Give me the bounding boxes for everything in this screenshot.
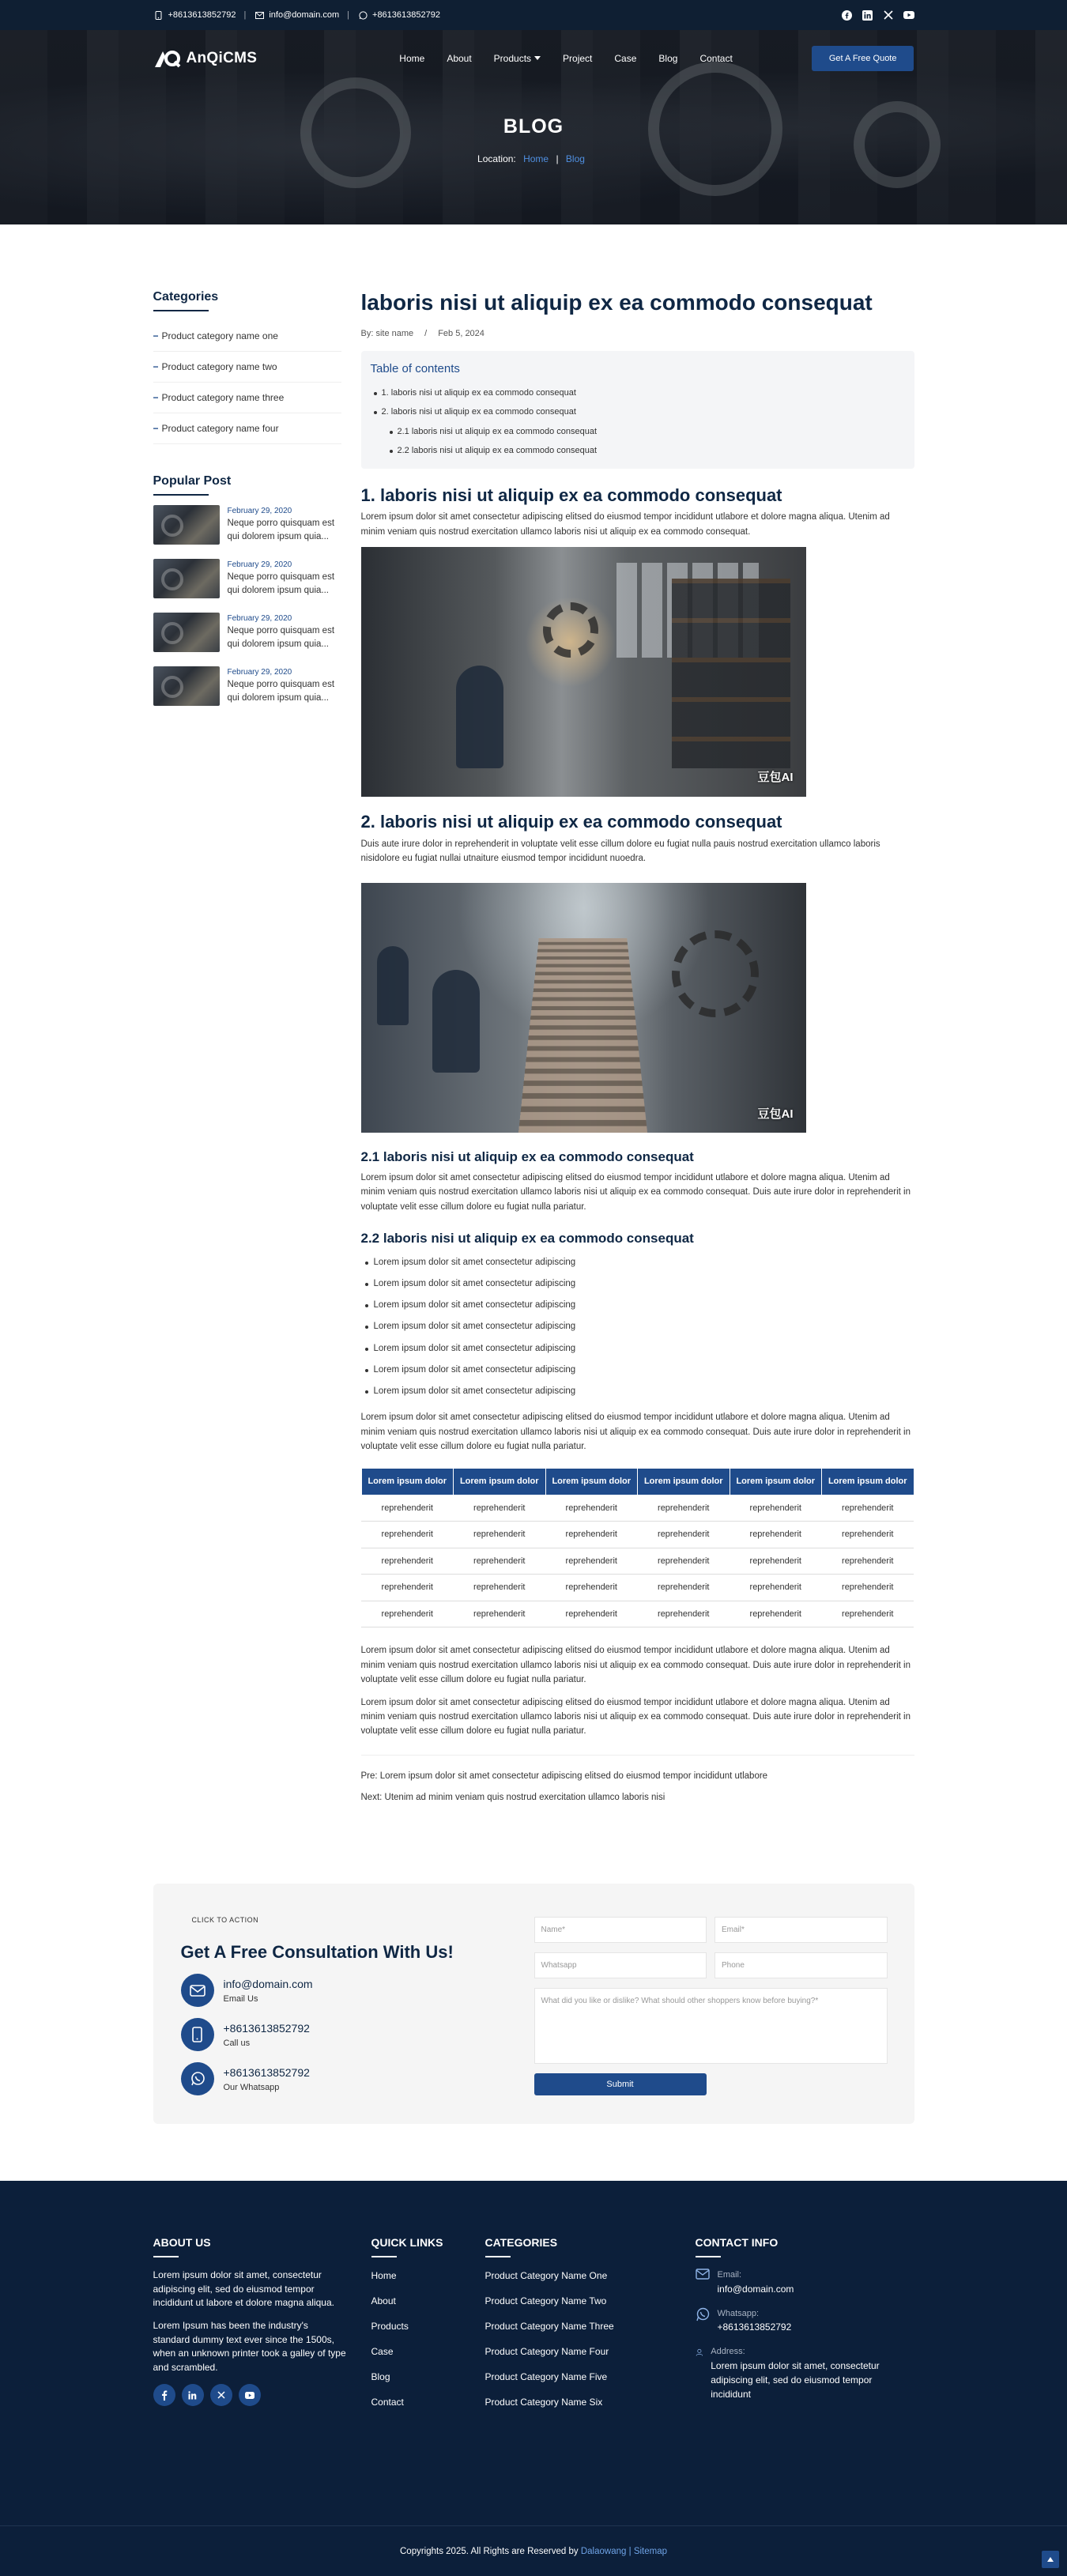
- footer-address-label: Address:: [711, 2347, 745, 2357]
- table-row: [361, 1522, 914, 1548]
- footer-link-case[interactable]: Case: [371, 2346, 394, 2358]
- footer: [0, 2181, 1067, 2576]
- cta-whatsapp-value: +8613613852792: [223, 2065, 310, 2079]
- factory-assembly-line-image: [361, 883, 806, 1133]
- email-input[interactable]: Email*: [714, 1917, 888, 1943]
- copyright-separator: |: [628, 2547, 632, 2557]
- cta-title: Get A Free Consultation With Us!: [180, 1942, 454, 1963]
- category-item[interactable]: [153, 413, 341, 444]
- table-cell: reprehenderit: [730, 1575, 822, 1601]
- category-label: Product category name one: [161, 330, 278, 341]
- breadcrumb: [0, 152, 1067, 166]
- category-label: Product category name two: [161, 361, 277, 372]
- factory-welding-image: [361, 547, 806, 797]
- main-nav: [153, 43, 914, 74]
- submit-button[interactable]: Submit: [534, 2073, 707, 2095]
- toc-item[interactable]: 2.2 laboris nisi ut aliquip ex ea commodo consequat: [371, 441, 905, 461]
- footer-about-title: ABOUT US: [153, 2235, 348, 2257]
- phone-icon: [153, 9, 164, 21]
- company-link[interactable]: Dalaowang: [580, 2547, 627, 2557]
- hero-banner: [0, 30, 1067, 224]
- post-thumbnail[interactable]: [153, 666, 220, 706]
- cta-phone-label: Call us: [223, 2038, 251, 2048]
- list-item: Lorem ipsum dolor sit amet consectetur adipiscing: [361, 1252, 914, 1273]
- table-header-cell: Lorem ipsum dolor: [638, 1469, 730, 1495]
- table-header-cell: Lorem ipsum dolor: [822, 1469, 914, 1495]
- post-thumbnail[interactable]: [153, 613, 220, 652]
- image-shelf-graphic: [672, 579, 790, 768]
- footer-whatsapp-value: +8613613852792: [717, 2321, 792, 2333]
- table-cell: reprehenderit: [545, 1575, 638, 1601]
- whatsapp-icon: [696, 2307, 710, 2321]
- footer-categories: [485, 2235, 696, 2420]
- toc-title: Table of contents: [370, 362, 460, 376]
- paragraph: Lorem ipsum dolor sit amet consectetur adipiscing elitsed do eiusmod tempor incididunt utlabore et dolore magna aliqua. Utenim ad minim veniam quis nostrud exercitation ullamco laboris nisi ut aliquip ex ea commodo consequat. Duis aute irure dolor in reprehenderit in voluptate velit esse cillum dolore eu fugiat nulla pariatur.: [360, 1172, 911, 1212]
- post-date: February 29, 2020: [227, 560, 292, 569]
- table-header-cell: Lorem ipsum dolor: [545, 1469, 638, 1495]
- mail-icon: [181, 1974, 214, 2007]
- image-watermark: 豆包AI: [757, 771, 794, 785]
- nav-home[interactable]: Home: [399, 53, 425, 64]
- footer-about-text: Lorem ipsum dolor sit amet, consectetur adipiscing elit, sed do eiusmod tempor incididunt ut labore et dolore magna aliqua.: [153, 2269, 334, 2309]
- article-author: By: site name: [360, 328, 414, 338]
- next-post-link[interactable]: Next: Utenim ad minim veniam quis nostrud exercitation ullamco laboris nisi: [360, 1793, 665, 1803]
- popular-post[interactable]: [153, 613, 341, 652]
- x-icon[interactable]: [210, 2384, 232, 2406]
- page-title: BLOG: [503, 115, 564, 138]
- nav-products-label: Products: [493, 53, 532, 64]
- breadcrumb-separator: |: [556, 153, 559, 164]
- topbar-separator: |: [347, 9, 350, 20]
- linkedin-icon[interactable]: [862, 9, 873, 21]
- copyright-text: Copyrights 2025. All Rights are Reserved by: [400, 2547, 579, 2557]
- table-header-cell: Lorem ipsum dolor: [730, 1469, 822, 1495]
- phone-input[interactable]: Phone: [714, 1952, 888, 1978]
- footer-category-link[interactable]: Product Category Name Two: [484, 2295, 607, 2307]
- sitemap-link[interactable]: Sitemap: [633, 2547, 667, 2557]
- mail-icon: [254, 9, 265, 21]
- table-cell: reprehenderit: [730, 1601, 822, 1627]
- footer-email-value: info@domain.com: [717, 2283, 794, 2295]
- post-thumbnail[interactable]: [153, 559, 220, 598]
- image-worker-graphic: [432, 970, 480, 1073]
- subsection-heading: 2.2 laboris nisi ut aliquip ex ea commodo consequat: [360, 1231, 694, 1247]
- dash-icon: −: [153, 361, 159, 372]
- toc-item[interactable]: 2. laboris nisi ut aliquip ex ea commodo consequat: [371, 402, 905, 422]
- breadcrumb-home[interactable]: Home: [523, 153, 549, 164]
- section-heading: 2. laboris nisi ut aliquip ex ea commodo consequat: [360, 811, 782, 832]
- back-to-top-button[interactable]: [1042, 2551, 1059, 2568]
- sidebar: [153, 288, 341, 1812]
- table-cell: reprehenderit: [638, 1522, 730, 1548]
- paragraph: Duis aute irure dolor in reprehenderit in voluptate velit esse cillum dolore eu fugiat nulla pauis nostrud exercitation ullamco laboris nisidolore eu fugiat nullai utnaiture eiusmod tempor incididunt nuoedra.: [360, 839, 880, 863]
- paragraph: Lorem ipsum dolor sit amet consectetur adipiscing elitsed do eiusmod tempor incididunt utlabore et dolore magna aliqua. Utenim ad minim veniam quis nostrud exercitation ullamco laboris nisi ut aliquip ex ea commodo consequat. Duis aute irure dolor in reprehenderit in voluptate velit esse cillum dolore eu fugiat nulla pariatur.: [360, 1412, 911, 1452]
- table-cell: reprehenderit: [361, 1522, 454, 1548]
- category-label: Product category name four: [161, 423, 279, 434]
- footer-link-about[interactable]: About: [371, 2295, 396, 2307]
- image-worker-graphic: [456, 666, 503, 768]
- mail-icon: [696, 2269, 710, 2280]
- footer-category-link[interactable]: Product Category Name One: [484, 2270, 608, 2282]
- post-excerpt[interactable]: Neque porro quisquam est qui dolorem ipsum quia...: [227, 519, 335, 541]
- chevron-up-icon: [1047, 2557, 1054, 2562]
- table-cell: reprehenderit: [361, 1548, 454, 1575]
- post-thumbnail[interactable]: [153, 505, 220, 545]
- nav-case[interactable]: Case: [614, 53, 637, 64]
- topbar: [0, 0, 1067, 30]
- nav-project[interactable]: Project: [563, 53, 593, 64]
- list-item: Lorem ipsum dolor sit amet consectetur adipiscing: [361, 1273, 914, 1295]
- free-quote-button[interactable]: Get A Free Quote: [812, 46, 914, 72]
- popular-posts: [153, 472, 341, 706]
- table-row: [361, 1601, 914, 1627]
- post-excerpt[interactable]: Neque porro quisquam est qui dolorem ipsum quia...: [227, 626, 335, 649]
- footer-category-link[interactable]: Product Category Name Four: [484, 2346, 609, 2358]
- table-cell: reprehenderit: [454, 1575, 546, 1601]
- section-heading: 1. laboris nisi ut aliquip ex ea commodo consequat: [360, 485, 782, 505]
- dash-icon: −: [153, 392, 159, 403]
- list-item: Lorem ipsum dolor sit amet consectetur adipiscing: [361, 1381, 914, 1402]
- post-excerpt[interactable]: Neque porro quisquam est qui dolorem ipsum quia...: [227, 680, 335, 703]
- table-cell: reprehenderit: [730, 1495, 822, 1522]
- logo-icon: [153, 48, 182, 69]
- meta-separator: /: [424, 328, 428, 338]
- nav-blog[interactable]: Blog: [658, 53, 678, 64]
- footer-contact-title: CONTACT INFO: [696, 2235, 914, 2257]
- x-icon[interactable]: [883, 9, 894, 21]
- whatsapp-icon: [181, 2062, 214, 2095]
- table-cell: reprehenderit: [822, 1601, 914, 1627]
- user-location-icon: [696, 2345, 703, 2359]
- caret-down-icon: [534, 56, 541, 61]
- footer-quick-links: [371, 2235, 485, 2420]
- category-label: Product category name three: [161, 392, 285, 403]
- phone-icon: [181, 2018, 214, 2051]
- image-gear-graphic: [543, 602, 598, 658]
- table-cell: reprehenderit: [822, 1522, 914, 1548]
- post-date: February 29, 2020: [227, 668, 292, 677]
- bullet-list: [361, 1252, 914, 1403]
- table-header-cell: Lorem ipsum dolor: [361, 1469, 454, 1495]
- footer-link-products[interactable]: Products: [371, 2321, 409, 2333]
- table-body: [361, 1495, 914, 1627]
- nav-contact[interactable]: Contact: [699, 53, 733, 64]
- footer-category-link[interactable]: Product Category Name Three: [484, 2321, 614, 2333]
- popular-post[interactable]: [153, 666, 341, 706]
- paragraph: Lorem ipsum dolor sit amet consectetur adipiscing elitsed do eiusmod tempor incididunt utlabore et dolore magna aliqua. Utenim ad minim veniam quis nostrud exercitation ullamco laboris nisi ut aliquip ex ea commodo consequat.: [360, 512, 890, 537]
- whatsapp-icon: [357, 9, 368, 21]
- footer-whatsapp[interactable]: [696, 2307, 914, 2335]
- cta-eyebrow: CLICK TO ACTION: [191, 1916, 259, 1925]
- cta-whatsapp-label: Our Whatsapp: [223, 2082, 280, 2092]
- logo-text: AnQiCMS: [186, 49, 258, 66]
- footer-about: [153, 2235, 371, 2420]
- category-list: [153, 321, 341, 444]
- toc-item[interactable]: 2.1 laboris nisi ut aliquip ex ea commodo consequat: [371, 422, 905, 442]
- article-meta: [361, 327, 914, 341]
- footer-email-label: Email:: [717, 2270, 742, 2280]
- youtube-icon[interactable]: [239, 2384, 261, 2406]
- youtube-icon[interactable]: [903, 9, 914, 21]
- facebook-icon[interactable]: [153, 2384, 175, 2406]
- table-cell: reprehenderit: [638, 1548, 730, 1575]
- footer-about-text: Lorem Ipsum has been the industry's standard dummy text ever since the 1500s, when an unknown printer took a galley of type and scrambled.: [153, 2320, 346, 2373]
- table-cell: reprehenderit: [638, 1495, 730, 1522]
- table-cell: reprehenderit: [454, 1601, 546, 1627]
- image-watermark: 豆包AI: [757, 1107, 794, 1121]
- message-textarea[interactable]: What did you like or dislike? What should other shoppers know before buying?*: [534, 1988, 888, 2064]
- nav-about[interactable]: About: [447, 53, 472, 64]
- image-worker-graphic: [377, 946, 409, 1025]
- consultation-form: [534, 1917, 888, 2095]
- main-content: [153, 224, 914, 1812]
- cta-phone[interactable]: [181, 2018, 310, 2051]
- table-cell: reprehenderit: [545, 1495, 638, 1522]
- table-cell: reprehenderit: [638, 1575, 730, 1601]
- dash-icon: −: [153, 330, 159, 341]
- toc-item[interactable]: 1. laboris nisi ut aliquip ex ea commodo consequat: [371, 383, 905, 403]
- image-belt-graphic: [515, 938, 650, 1133]
- footer-category-link[interactable]: Product Category Name Five: [484, 2371, 608, 2383]
- subsection-heading: 2.1 laboris nisi ut aliquip ex ea commodo consequat: [360, 1149, 694, 1165]
- list-item: Lorem ipsum dolor sit amet consectetur adipiscing: [361, 1295, 914, 1316]
- post-excerpt[interactable]: Neque porro quisquam est qui dolorem ipsum quia...: [227, 572, 335, 595]
- popular-post[interactable]: [153, 559, 341, 598]
- table-of-contents: [361, 351, 914, 469]
- cta-email-value: info@domain.com: [223, 1977, 313, 1990]
- topbar-email-text: info@domain.com: [269, 9, 340, 20]
- table-row: [361, 1495, 914, 1522]
- article-date: Feb 5, 2024: [438, 328, 484, 338]
- category-item[interactable]: [153, 352, 341, 383]
- cta-email[interactable]: [181, 1974, 313, 2007]
- footer-link-home[interactable]: Home: [371, 2270, 397, 2282]
- table-cell: reprehenderit: [545, 1548, 638, 1575]
- footer-whatsapp-label: Whatsapp:: [717, 2308, 760, 2318]
- footer-address: [696, 2345, 914, 2401]
- footer-link-blog[interactable]: Blog: [371, 2371, 390, 2383]
- paragraph: Lorem ipsum dolor sit amet consectetur adipiscing elitsed do eiusmod tempor incididunt utlabore et dolore magna aliqua. Utenim ad minim veniam quis nostrud exercitation ullamco laboris nisi ut aliquip ex ea commodo consequat. Duis aute irure dolor in reprehenderit in voluptate velit esse cillum dolore eu fugiat nulla pariatur.: [360, 1697, 911, 1737]
- list-item: Lorem ipsum dolor sit amet consectetur adipiscing: [361, 1338, 914, 1360]
- facebook-icon[interactable]: [842, 9, 853, 21]
- categories-title: Categories: [153, 288, 341, 311]
- topbar-whatsapp[interactable]: [357, 9, 440, 22]
- table-cell: reprehenderit: [361, 1495, 454, 1522]
- footer-categories-title: CATEGORIES: [485, 2235, 696, 2257]
- table-cell: reprehenderit: [730, 1548, 822, 1575]
- category-item[interactable]: [153, 383, 341, 413]
- topbar-separator: |: [243, 9, 247, 20]
- cta-phone-value: +8613613852792: [223, 2021, 310, 2035]
- topbar-phone[interactable]: [153, 9, 236, 22]
- table-cell: reprehenderit: [454, 1522, 546, 1548]
- data-table: [361, 1468, 914, 1627]
- prev-post-link[interactable]: Pre: Lorem ipsum dolor sit amet consectetur adipiscing elitsed do eiusmod tempor incididunt utlabore: [360, 1771, 768, 1781]
- list-item: Lorem ipsum dolor sit amet consectetur adipiscing: [361, 1316, 914, 1337]
- site-logo[interactable]: [153, 47, 258, 70]
- topbar-email[interactable]: [254, 9, 339, 22]
- post-navigation: [361, 1755, 914, 1805]
- table-row: [361, 1548, 914, 1575]
- dash-icon: −: [153, 423, 159, 434]
- cta-email-label: Email Us: [223, 1993, 258, 2004]
- table-cell: reprehenderit: [545, 1522, 638, 1548]
- copyright-bar: [0, 2525, 1067, 2576]
- table-cell: reprehenderit: [730, 1522, 822, 1548]
- list-item: Lorem ipsum dolor sit amet consectetur adipiscing: [361, 1360, 914, 1381]
- table-cell: reprehenderit: [822, 1495, 914, 1522]
- article-title: laboris nisi ut aliquip ex ea commodo consequat: [360, 290, 873, 315]
- popular-title: Popular Post: [153, 472, 341, 496]
- footer-category-link[interactable]: Product Category Name Six: [484, 2397, 603, 2408]
- whatsapp-input[interactable]: Whatsapp: [534, 1952, 707, 1978]
- table-cell: reprehenderit: [454, 1548, 546, 1575]
- topbar-whatsapp-text: +8613613852792: [372, 9, 440, 20]
- footer-email[interactable]: [696, 2269, 914, 2296]
- article: [361, 288, 914, 1812]
- post-date: February 29, 2020: [227, 507, 292, 515]
- image-gear-graphic: [672, 930, 759, 1017]
- nav-products[interactable]: [494, 51, 541, 66]
- table-cell: reprehenderit: [361, 1601, 454, 1627]
- table-cell: reprehenderit: [822, 1575, 914, 1601]
- popular-post[interactable]: [153, 505, 341, 545]
- table-cell: reprehenderit: [638, 1601, 730, 1627]
- table-cell: reprehenderit: [454, 1495, 546, 1522]
- topbar-phone-text: +8613613852792: [168, 9, 236, 20]
- breadcrumb-blog[interactable]: Blog: [565, 153, 585, 164]
- category-item[interactable]: [153, 321, 341, 352]
- table-cell: reprehenderit: [361, 1575, 454, 1601]
- nav-menu: [399, 51, 733, 66]
- footer-link-contact[interactable]: Contact: [371, 2397, 404, 2408]
- name-input[interactable]: Name*: [534, 1917, 707, 1943]
- paragraph: Lorem ipsum dolor sit amet consectetur adipiscing elitsed do eiusmod tempor incididunt utlabore et dolore magna aliqua. Utenim ad minim veniam quis nostrud exercitation ullamco laboris nisi ut aliquip ex ea commodo consequat. Duis aute irure dolor in reprehenderit in voluptate velit esse cillum dolore eu fugiat nulla pariatur.: [360, 1646, 911, 1685]
- footer-address-value: Lorem ipsum dolor sit amet, consectetur adipiscing elit, sed do eiusmod tempor incididunt: [711, 2359, 880, 2400]
- cta-whatsapp[interactable]: [181, 2062, 310, 2095]
- table-cell: reprehenderit: [822, 1548, 914, 1575]
- consultation-section: [153, 1884, 914, 2124]
- table-header-row: [361, 1469, 914, 1495]
- footer-quick-title: QUICK LINKS: [371, 2235, 485, 2257]
- breadcrumb-label: Location:: [477, 153, 516, 164]
- post-date: February 29, 2020: [227, 614, 292, 623]
- table-row: [361, 1575, 914, 1601]
- linkedin-icon[interactable]: [182, 2384, 204, 2406]
- table-cell: reprehenderit: [545, 1601, 638, 1627]
- table-header-cell: Lorem ipsum dolor: [454, 1469, 546, 1495]
- footer-contact: [696, 2235, 914, 2420]
